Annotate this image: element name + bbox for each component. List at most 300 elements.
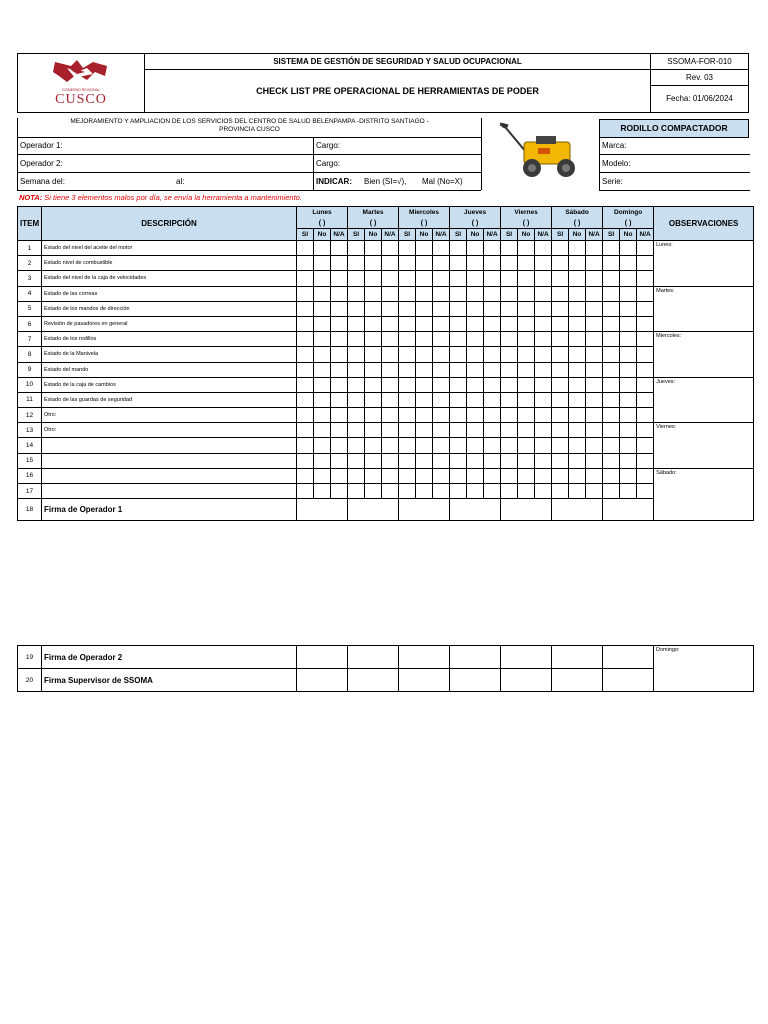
check-cell[interactable] xyxy=(569,484,586,499)
check-cell[interactable] xyxy=(620,453,637,468)
check-cell[interactable] xyxy=(569,271,586,286)
check-cell[interactable] xyxy=(416,484,433,499)
check-cell[interactable] xyxy=(637,256,654,271)
check-cell[interactable] xyxy=(569,347,586,362)
check-cell[interactable] xyxy=(416,301,433,316)
check-cell[interactable] xyxy=(297,301,314,316)
check-cell[interactable] xyxy=(365,408,382,423)
check-cell[interactable] xyxy=(518,438,535,453)
check-cell[interactable] xyxy=(535,453,552,468)
check-cell[interactable] xyxy=(569,241,586,256)
check-cell[interactable] xyxy=(586,256,603,271)
check-cell[interactable] xyxy=(399,484,416,499)
obs-cell[interactable]: Lunes: xyxy=(654,241,754,287)
check-cell[interactable] xyxy=(433,286,450,301)
check-cell[interactable] xyxy=(433,301,450,316)
check-cell[interactable] xyxy=(382,484,399,499)
check-cell[interactable] xyxy=(501,362,518,377)
check-cell[interactable] xyxy=(501,347,518,362)
check-cell[interactable] xyxy=(552,438,569,453)
check-cell[interactable] xyxy=(399,301,416,316)
signature-cell[interactable] xyxy=(450,499,501,521)
check-cell[interactable] xyxy=(501,316,518,331)
check-cell[interactable] xyxy=(314,423,331,438)
check-cell[interactable] xyxy=(450,392,467,407)
check-cell[interactable] xyxy=(331,347,348,362)
check-cell[interactable] xyxy=(433,453,450,468)
check-cell[interactable] xyxy=(620,301,637,316)
check-cell[interactable] xyxy=(331,286,348,301)
check-cell[interactable] xyxy=(501,484,518,499)
check-cell[interactable] xyxy=(603,453,620,468)
check-cell[interactable] xyxy=(348,438,365,453)
check-cell[interactable] xyxy=(586,241,603,256)
check-cell[interactable] xyxy=(297,362,314,377)
check-cell[interactable] xyxy=(382,271,399,286)
check-cell[interactable] xyxy=(552,256,569,271)
check-cell[interactable] xyxy=(484,423,501,438)
check-cell[interactable] xyxy=(603,392,620,407)
check-cell[interactable] xyxy=(416,286,433,301)
check-cell[interactable] xyxy=(518,241,535,256)
check-cell[interactable] xyxy=(467,316,484,331)
check-cell[interactable] xyxy=(314,256,331,271)
check-cell[interactable] xyxy=(314,362,331,377)
check-cell[interactable] xyxy=(348,271,365,286)
check-cell[interactable] xyxy=(314,408,331,423)
check-cell[interactable] xyxy=(416,256,433,271)
check-cell[interactable] xyxy=(348,423,365,438)
check-cell[interactable] xyxy=(365,392,382,407)
check-cell[interactable] xyxy=(450,377,467,392)
check-cell[interactable] xyxy=(382,453,399,468)
check-cell[interactable] xyxy=(535,271,552,286)
check-cell[interactable] xyxy=(586,377,603,392)
check-cell[interactable] xyxy=(433,271,450,286)
obs-cell[interactable]: Jueves: xyxy=(654,377,754,423)
check-cell[interactable] xyxy=(569,362,586,377)
check-cell[interactable] xyxy=(467,241,484,256)
check-cell[interactable] xyxy=(586,271,603,286)
check-cell[interactable] xyxy=(433,332,450,347)
check-cell[interactable] xyxy=(399,241,416,256)
check-cell[interactable] xyxy=(467,286,484,301)
check-cell[interactable] xyxy=(484,286,501,301)
check-cell[interactable] xyxy=(637,362,654,377)
check-cell[interactable] xyxy=(467,423,484,438)
check-cell[interactable] xyxy=(467,271,484,286)
check-cell[interactable] xyxy=(416,362,433,377)
check-cell[interactable] xyxy=(399,453,416,468)
check-cell[interactable] xyxy=(348,286,365,301)
check-cell[interactable] xyxy=(586,286,603,301)
check-cell[interactable] xyxy=(382,241,399,256)
signature-cell[interactable] xyxy=(552,499,603,521)
check-cell[interactable] xyxy=(450,453,467,468)
check-cell[interactable] xyxy=(365,377,382,392)
check-cell[interactable] xyxy=(501,468,518,483)
check-cell[interactable] xyxy=(450,332,467,347)
check-cell[interactable] xyxy=(603,241,620,256)
check-cell[interactable] xyxy=(501,408,518,423)
check-cell[interactable] xyxy=(297,377,314,392)
check-cell[interactable] xyxy=(365,453,382,468)
check-cell[interactable] xyxy=(467,347,484,362)
check-cell[interactable] xyxy=(416,453,433,468)
check-cell[interactable] xyxy=(365,438,382,453)
check-cell[interactable] xyxy=(501,377,518,392)
check-cell[interactable] xyxy=(552,468,569,483)
check-cell[interactable] xyxy=(348,347,365,362)
check-cell[interactable] xyxy=(552,377,569,392)
check-cell[interactable] xyxy=(552,271,569,286)
check-cell[interactable] xyxy=(450,423,467,438)
check-cell[interactable] xyxy=(399,392,416,407)
check-cell[interactable] xyxy=(331,271,348,286)
check-cell[interactable] xyxy=(586,392,603,407)
check-cell[interactable] xyxy=(637,453,654,468)
check-cell[interactable] xyxy=(620,286,637,301)
check-cell[interactable] xyxy=(552,362,569,377)
check-cell[interactable] xyxy=(484,453,501,468)
check-cell[interactable] xyxy=(450,362,467,377)
check-cell[interactable] xyxy=(297,256,314,271)
check-cell[interactable] xyxy=(416,423,433,438)
check-cell[interactable] xyxy=(348,241,365,256)
check-cell[interactable] xyxy=(484,377,501,392)
obs-cell[interactable]: Viernes: xyxy=(654,423,754,469)
check-cell[interactable] xyxy=(450,468,467,483)
check-cell[interactable] xyxy=(450,241,467,256)
check-cell[interactable] xyxy=(484,362,501,377)
check-cell[interactable] xyxy=(348,408,365,423)
check-cell[interactable] xyxy=(535,332,552,347)
check-cell[interactable] xyxy=(637,408,654,423)
check-cell[interactable] xyxy=(484,408,501,423)
check-cell[interactable] xyxy=(535,316,552,331)
check-cell[interactable] xyxy=(620,438,637,453)
check-cell[interactable] xyxy=(552,332,569,347)
check-cell[interactable] xyxy=(484,484,501,499)
check-cell[interactable] xyxy=(416,408,433,423)
check-cell[interactable] xyxy=(416,377,433,392)
check-cell[interactable] xyxy=(603,332,620,347)
check-cell[interactable] xyxy=(382,438,399,453)
check-cell[interactable] xyxy=(484,316,501,331)
check-cell[interactable] xyxy=(331,468,348,483)
check-cell[interactable] xyxy=(467,468,484,483)
check-cell[interactable] xyxy=(637,484,654,499)
check-cell[interactable] xyxy=(586,332,603,347)
check-cell[interactable] xyxy=(331,392,348,407)
check-cell[interactable] xyxy=(586,438,603,453)
check-cell[interactable] xyxy=(365,468,382,483)
check-cell[interactable] xyxy=(433,347,450,362)
check-cell[interactable] xyxy=(637,271,654,286)
check-cell[interactable] xyxy=(314,377,331,392)
check-cell[interactable] xyxy=(467,392,484,407)
check-cell[interactable] xyxy=(620,347,637,362)
check-cell[interactable] xyxy=(382,332,399,347)
check-cell[interactable] xyxy=(603,408,620,423)
check-cell[interactable] xyxy=(450,286,467,301)
check-cell[interactable] xyxy=(569,408,586,423)
check-cell[interactable] xyxy=(314,347,331,362)
check-cell[interactable] xyxy=(620,392,637,407)
check-cell[interactable] xyxy=(569,453,586,468)
check-cell[interactable] xyxy=(484,241,501,256)
check-cell[interactable] xyxy=(365,241,382,256)
check-cell[interactable] xyxy=(501,256,518,271)
check-cell[interactable] xyxy=(552,484,569,499)
check-cell[interactable] xyxy=(518,423,535,438)
check-cell[interactable] xyxy=(501,423,518,438)
check-cell[interactable] xyxy=(603,271,620,286)
check-cell[interactable] xyxy=(433,423,450,438)
check-cell[interactable] xyxy=(586,408,603,423)
check-cell[interactable] xyxy=(620,271,637,286)
check-cell[interactable] xyxy=(552,301,569,316)
check-cell[interactable] xyxy=(416,316,433,331)
check-cell[interactable] xyxy=(518,392,535,407)
signature-cell[interactable] xyxy=(399,669,450,692)
check-cell[interactable] xyxy=(399,468,416,483)
check-cell[interactable] xyxy=(569,392,586,407)
check-cell[interactable] xyxy=(535,362,552,377)
check-cell[interactable] xyxy=(569,286,586,301)
check-cell[interactable] xyxy=(603,438,620,453)
check-cell[interactable] xyxy=(399,362,416,377)
check-cell[interactable] xyxy=(331,484,348,499)
check-cell[interactable] xyxy=(620,468,637,483)
check-cell[interactable] xyxy=(620,423,637,438)
signature-cell[interactable] xyxy=(501,499,552,521)
check-cell[interactable] xyxy=(416,438,433,453)
check-cell[interactable] xyxy=(348,332,365,347)
check-cell[interactable] xyxy=(518,377,535,392)
check-cell[interactable] xyxy=(467,332,484,347)
check-cell[interactable] xyxy=(297,316,314,331)
check-cell[interactable] xyxy=(535,438,552,453)
check-cell[interactable] xyxy=(467,377,484,392)
check-cell[interactable] xyxy=(586,484,603,499)
check-cell[interactable] xyxy=(552,392,569,407)
check-cell[interactable] xyxy=(518,468,535,483)
check-cell[interactable] xyxy=(314,241,331,256)
check-cell[interactable] xyxy=(433,241,450,256)
check-cell[interactable] xyxy=(399,256,416,271)
check-cell[interactable] xyxy=(348,453,365,468)
check-cell[interactable] xyxy=(569,332,586,347)
signature-cell[interactable] xyxy=(603,669,654,692)
check-cell[interactable] xyxy=(433,408,450,423)
obs-cell[interactable]: Miercoles: xyxy=(654,332,754,378)
check-cell[interactable] xyxy=(416,347,433,362)
check-cell[interactable] xyxy=(416,241,433,256)
check-cell[interactable] xyxy=(518,347,535,362)
check-cell[interactable] xyxy=(467,484,484,499)
obs-cell[interactable]: Sábado: xyxy=(654,468,754,520)
check-cell[interactable] xyxy=(535,423,552,438)
check-cell[interactable] xyxy=(637,392,654,407)
signature-cell[interactable] xyxy=(501,669,552,692)
check-cell[interactable] xyxy=(501,271,518,286)
check-cell[interactable] xyxy=(467,453,484,468)
check-cell[interactable] xyxy=(314,271,331,286)
check-cell[interactable] xyxy=(399,377,416,392)
check-cell[interactable] xyxy=(535,468,552,483)
check-cell[interactable] xyxy=(535,347,552,362)
check-cell[interactable] xyxy=(620,362,637,377)
check-cell[interactable] xyxy=(416,392,433,407)
signature-cell[interactable] xyxy=(603,499,654,521)
check-cell[interactable] xyxy=(484,392,501,407)
signature-cell[interactable] xyxy=(552,646,603,669)
check-cell[interactable] xyxy=(450,271,467,286)
check-cell[interactable] xyxy=(637,347,654,362)
signature-cell[interactable] xyxy=(399,499,450,521)
check-cell[interactable] xyxy=(365,484,382,499)
check-cell[interactable] xyxy=(569,438,586,453)
check-cell[interactable] xyxy=(484,438,501,453)
check-cell[interactable] xyxy=(331,316,348,331)
check-cell[interactable] xyxy=(314,468,331,483)
check-cell[interactable] xyxy=(416,332,433,347)
check-cell[interactable] xyxy=(348,392,365,407)
check-cell[interactable] xyxy=(450,484,467,499)
check-cell[interactable] xyxy=(331,408,348,423)
check-cell[interactable] xyxy=(586,316,603,331)
check-cell[interactable] xyxy=(501,438,518,453)
check-cell[interactable] xyxy=(501,453,518,468)
check-cell[interactable] xyxy=(382,408,399,423)
check-cell[interactable] xyxy=(637,377,654,392)
check-cell[interactable] xyxy=(382,301,399,316)
check-cell[interactable] xyxy=(382,423,399,438)
signature-cell[interactable] xyxy=(501,646,552,669)
check-cell[interactable] xyxy=(637,332,654,347)
check-cell[interactable] xyxy=(620,408,637,423)
check-cell[interactable] xyxy=(569,468,586,483)
check-cell[interactable] xyxy=(433,392,450,407)
check-cell[interactable] xyxy=(518,286,535,301)
check-cell[interactable] xyxy=(603,256,620,271)
check-cell[interactable] xyxy=(297,484,314,499)
check-cell[interactable] xyxy=(450,301,467,316)
check-cell[interactable] xyxy=(467,256,484,271)
check-cell[interactable] xyxy=(603,316,620,331)
check-cell[interactable] xyxy=(569,316,586,331)
check-cell[interactable] xyxy=(603,286,620,301)
check-cell[interactable] xyxy=(399,271,416,286)
check-cell[interactable] xyxy=(331,453,348,468)
check-cell[interactable] xyxy=(314,453,331,468)
check-cell[interactable] xyxy=(552,286,569,301)
check-cell[interactable] xyxy=(637,286,654,301)
check-cell[interactable] xyxy=(365,362,382,377)
obs-cell-domingo[interactable]: Domingo: xyxy=(654,646,754,692)
check-cell[interactable] xyxy=(450,256,467,271)
check-cell[interactable] xyxy=(399,286,416,301)
check-cell[interactable] xyxy=(620,484,637,499)
check-cell[interactable] xyxy=(586,468,603,483)
check-cell[interactable] xyxy=(433,256,450,271)
check-cell[interactable] xyxy=(484,271,501,286)
check-cell[interactable] xyxy=(637,316,654,331)
check-cell[interactable] xyxy=(467,438,484,453)
check-cell[interactable] xyxy=(467,408,484,423)
check-cell[interactable] xyxy=(518,453,535,468)
check-cell[interactable] xyxy=(297,347,314,362)
check-cell[interactable] xyxy=(484,468,501,483)
check-cell[interactable] xyxy=(450,408,467,423)
check-cell[interactable] xyxy=(348,301,365,316)
check-cell[interactable] xyxy=(586,347,603,362)
check-cell[interactable] xyxy=(484,347,501,362)
check-cell[interactable] xyxy=(297,423,314,438)
check-cell[interactable] xyxy=(331,301,348,316)
check-cell[interactable] xyxy=(348,468,365,483)
check-cell[interactable] xyxy=(620,377,637,392)
check-cell[interactable] xyxy=(620,256,637,271)
check-cell[interactable] xyxy=(399,408,416,423)
check-cell[interactable] xyxy=(348,362,365,377)
check-cell[interactable] xyxy=(552,453,569,468)
check-cell[interactable] xyxy=(433,468,450,483)
check-cell[interactable] xyxy=(365,332,382,347)
check-cell[interactable] xyxy=(314,286,331,301)
check-cell[interactable] xyxy=(518,316,535,331)
check-cell[interactable] xyxy=(620,332,637,347)
check-cell[interactable] xyxy=(314,438,331,453)
check-cell[interactable] xyxy=(603,347,620,362)
check-cell[interactable] xyxy=(467,362,484,377)
check-cell[interactable] xyxy=(399,347,416,362)
check-cell[interactable] xyxy=(297,468,314,483)
check-cell[interactable] xyxy=(365,286,382,301)
check-cell[interactable] xyxy=(314,301,331,316)
check-cell[interactable] xyxy=(331,332,348,347)
signature-cell[interactable] xyxy=(450,646,501,669)
check-cell[interactable] xyxy=(552,408,569,423)
check-cell[interactable] xyxy=(637,468,654,483)
check-cell[interactable] xyxy=(365,301,382,316)
check-cell[interactable] xyxy=(331,438,348,453)
check-cell[interactable] xyxy=(501,301,518,316)
check-cell[interactable] xyxy=(518,256,535,271)
check-cell[interactable] xyxy=(348,316,365,331)
check-cell[interactable] xyxy=(569,423,586,438)
check-cell[interactable] xyxy=(450,316,467,331)
check-cell[interactable] xyxy=(450,347,467,362)
check-cell[interactable] xyxy=(586,453,603,468)
check-cell[interactable] xyxy=(433,438,450,453)
check-cell[interactable] xyxy=(382,316,399,331)
check-cell[interactable] xyxy=(450,438,467,453)
check-cell[interactable] xyxy=(484,332,501,347)
check-cell[interactable] xyxy=(467,301,484,316)
check-cell[interactable] xyxy=(297,286,314,301)
check-cell[interactable] xyxy=(331,362,348,377)
check-cell[interactable] xyxy=(535,392,552,407)
check-cell[interactable] xyxy=(314,392,331,407)
check-cell[interactable] xyxy=(297,453,314,468)
check-cell[interactable] xyxy=(518,362,535,377)
check-cell[interactable] xyxy=(535,301,552,316)
check-cell[interactable] xyxy=(416,468,433,483)
check-cell[interactable] xyxy=(637,423,654,438)
check-cell[interactable] xyxy=(603,423,620,438)
